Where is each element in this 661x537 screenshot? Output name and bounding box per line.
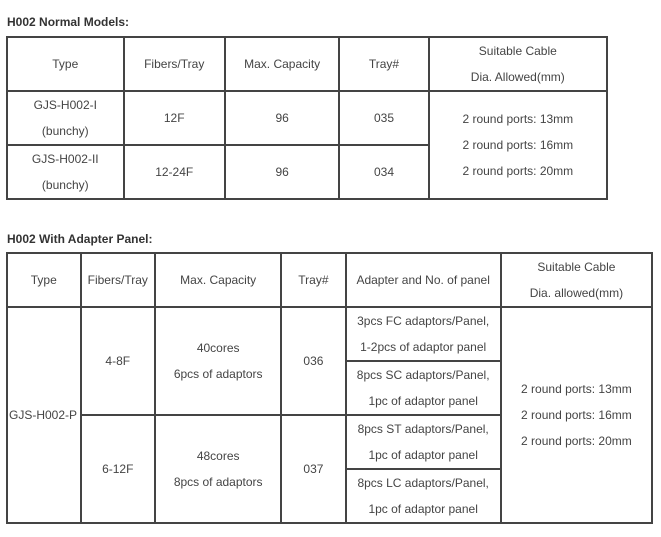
cell-type	[7, 91, 124, 145]
header-suitable-cable	[501, 253, 652, 307]
section-heading-normal-models: H002 Normal Models:	[7, 15, 130, 29]
capacity-cores: 40cores	[196, 341, 240, 355]
adapter-panel-count: 1pc of adaptor panel	[368, 448, 478, 462]
cell-tray: 037	[281, 415, 345, 523]
cell-capacity	[155, 307, 281, 415]
cell-capacity: 96	[225, 91, 340, 145]
cable-port-line: 2 round ports: 20mm	[521, 434, 632, 448]
cell-adapter	[346, 307, 501, 361]
header-cable-line2: Dia. allowed(mm)	[529, 286, 624, 300]
cell-tray: 035	[339, 91, 428, 145]
cell-fibers: 12F	[124, 91, 225, 145]
cell-cable-ports	[501, 307, 652, 523]
type-variant: (bunchy)	[41, 178, 89, 192]
cell-adapter	[346, 415, 501, 469]
adapter-panel-count: 1-2pcs of adaptor panel	[360, 340, 487, 354]
table-row	[7, 91, 607, 145]
capacity-adaptors: 6pcs of adaptors	[173, 367, 263, 381]
cell-tray: 034	[339, 145, 428, 199]
cell-fibers: 12-24F	[124, 145, 225, 199]
adapter-type: 8pcs SC adaptors/Panel,	[356, 368, 490, 382]
header-max-capacity: Max. Capacity	[155, 253, 281, 307]
adapter-panel-count: 1pc of adaptor panel	[368, 394, 478, 408]
adapter-type: 8pcs LC adaptors/Panel,	[357, 476, 489, 490]
table-row	[7, 307, 652, 361]
cell-tray: 036	[281, 307, 345, 415]
cell-type: GJS-H002-P	[7, 307, 81, 523]
header-type: Type	[7, 37, 124, 91]
header-cable-line1: Suitable Cable	[537, 260, 616, 274]
header-fibers-per-tray: Fibers/Tray	[81, 253, 156, 307]
cell-fibers: 6-12F	[81, 415, 156, 523]
cell-fibers: 4-8F	[81, 307, 156, 415]
normal-models-table	[6, 36, 608, 200]
header-tray-number: Tray#	[281, 253, 345, 307]
table-header-row	[7, 253, 652, 307]
adapter-panel-table	[6, 252, 653, 524]
cable-port-line: 2 round ports: 16mm	[521, 408, 632, 422]
header-type: Type	[7, 253, 81, 307]
table-header-row	[7, 37, 607, 91]
header-suitable-cable	[429, 37, 607, 91]
cell-cable-ports	[429, 91, 607, 199]
cell-capacity: 96	[225, 145, 340, 199]
header-cable-line1: Suitable Cable	[478, 44, 557, 58]
section-heading-adapter-panel: H002 With Adapter Panel:	[7, 232, 153, 246]
adapter-type: 3pcs FC adaptors/Panel,	[357, 314, 490, 328]
cell-type	[7, 145, 124, 199]
header-max-capacity: Max. Capacity	[225, 37, 340, 91]
type-name: GJS-H002-I	[33, 98, 97, 112]
cable-port-line: 2 round ports: 20mm	[462, 164, 574, 178]
header-fibers-per-tray: Fibers/Tray	[124, 37, 225, 91]
header-tray-number: Tray#	[339, 37, 428, 91]
adapter-type: 8pcs ST adaptors/Panel,	[357, 422, 489, 436]
cell-capacity	[155, 415, 281, 523]
type-name: GJS-H002-II	[31, 152, 99, 166]
capacity-adaptors: 8pcs of adaptors	[173, 475, 263, 489]
header-adapter-panels: Adapter and No. of panel	[346, 253, 501, 307]
type-variant: (bunchy)	[41, 124, 89, 138]
adapter-panel-count: 1pc of adaptor panel	[368, 502, 478, 516]
cable-port-line: 2 round ports: 13mm	[521, 382, 632, 396]
cell-adapter	[346, 361, 501, 415]
cable-port-line: 2 round ports: 13mm	[462, 112, 574, 126]
capacity-cores: 48cores	[196, 449, 240, 463]
header-cable-line2: Dia. Allowed(mm)	[470, 70, 565, 84]
cell-adapter	[346, 469, 501, 523]
cable-port-line: 2 round ports: 16mm	[462, 138, 574, 152]
